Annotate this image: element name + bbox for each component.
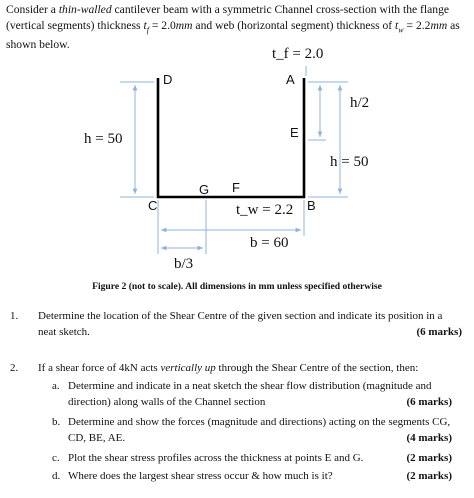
question-2-text: If a shear force of 4kN acts (38, 362, 161, 374)
question-text (38, 361, 462, 377)
subquestion-b (52, 415, 452, 449)
intro-text: and web (horizontal segment) thickness of (192, 18, 396, 32)
subquestion-label: d. (52, 470, 61, 482)
tw-subscript: w (398, 24, 404, 34)
intro-text: cantilever beam with a symmetric Channel cross-section with the flange (vertical segments) thickness (6, 3, 450, 32)
point-C: C (148, 198, 158, 213)
b-label: b = 60 (250, 235, 289, 251)
subquestion-label: c. (52, 452, 60, 464)
intro-text: = 2.0 (148, 18, 176, 32)
tf-label: t_f = 2.0 (272, 46, 324, 62)
h-left-label: h = 50 (84, 131, 123, 147)
question-2-text: through the Shear Centre of the section, then: (215, 362, 419, 374)
question-text (38, 309, 462, 340)
intro-text: Consider a (6, 3, 59, 16)
intro-text: as shown below. (6, 18, 460, 52)
point-E: E (290, 125, 299, 140)
point-G: G (199, 182, 210, 197)
tf-symbol: t (143, 18, 147, 32)
subquestion-d (52, 469, 452, 485)
question-2-emphasis: vertically up (160, 362, 216, 374)
marks-badge: (2 marks) (406, 470, 452, 482)
channel-section (158, 78, 304, 197)
question-1 (10, 309, 462, 343)
tw-symbol: t (395, 18, 399, 32)
subquestion-text: Plot the shear stress profiles across the thickness at points E and G. (68, 452, 364, 464)
unit-mm: mm (175, 18, 193, 32)
subquestion-text: Where does the largest shear stress occur & how much is it? (68, 470, 333, 482)
point-B: B (307, 198, 316, 213)
question-number: 2. (10, 362, 19, 374)
tf-subscript: f (146, 24, 149, 34)
subquestion-c (52, 451, 452, 467)
question-1-text: Determine the location of the Shear Centre of the given section and indicate its position in a neat sketch. (38, 310, 443, 338)
unit-mm: mm (430, 18, 448, 32)
marks-badge: (2 marks) (406, 452, 452, 464)
figure-caption: Figure 2 (not to scale). All dimensions in mm unless specified otherwise (92, 281, 382, 292)
subquestion-text: Determine and indicate in a neat sketch the shear flow distribution (magnitude and direction) along walls of the Channel section (68, 380, 432, 408)
h-half-label: h/2 (350, 95, 370, 111)
subquestion-label: a. (52, 380, 60, 392)
marks-badge: (6 marks) (406, 395, 452, 408)
marks-badge: (6 marks) (416, 325, 462, 338)
point-D: D (163, 72, 173, 87)
point-A: A (286, 72, 295, 87)
tw-label: t_w = 2.2 (236, 202, 294, 218)
h-right-label: h = 50 (330, 154, 369, 170)
question-number: 1. (10, 310, 19, 322)
question-2 (10, 361, 462, 377)
b3-label: b/3 (174, 256, 194, 272)
marks-badge: (4 marks) (406, 431, 452, 444)
subquestion-label: b. (52, 416, 61, 428)
point-F: F (232, 180, 240, 195)
subquestion-text: Determine and show the forces (magnitude and directions) acting on the segments CG, CD, BE, AE. (68, 416, 451, 444)
intro-emphasis: thin-walled (58, 3, 112, 16)
intro-text: = 2.2 (403, 18, 431, 32)
subquestion-a (52, 379, 452, 413)
